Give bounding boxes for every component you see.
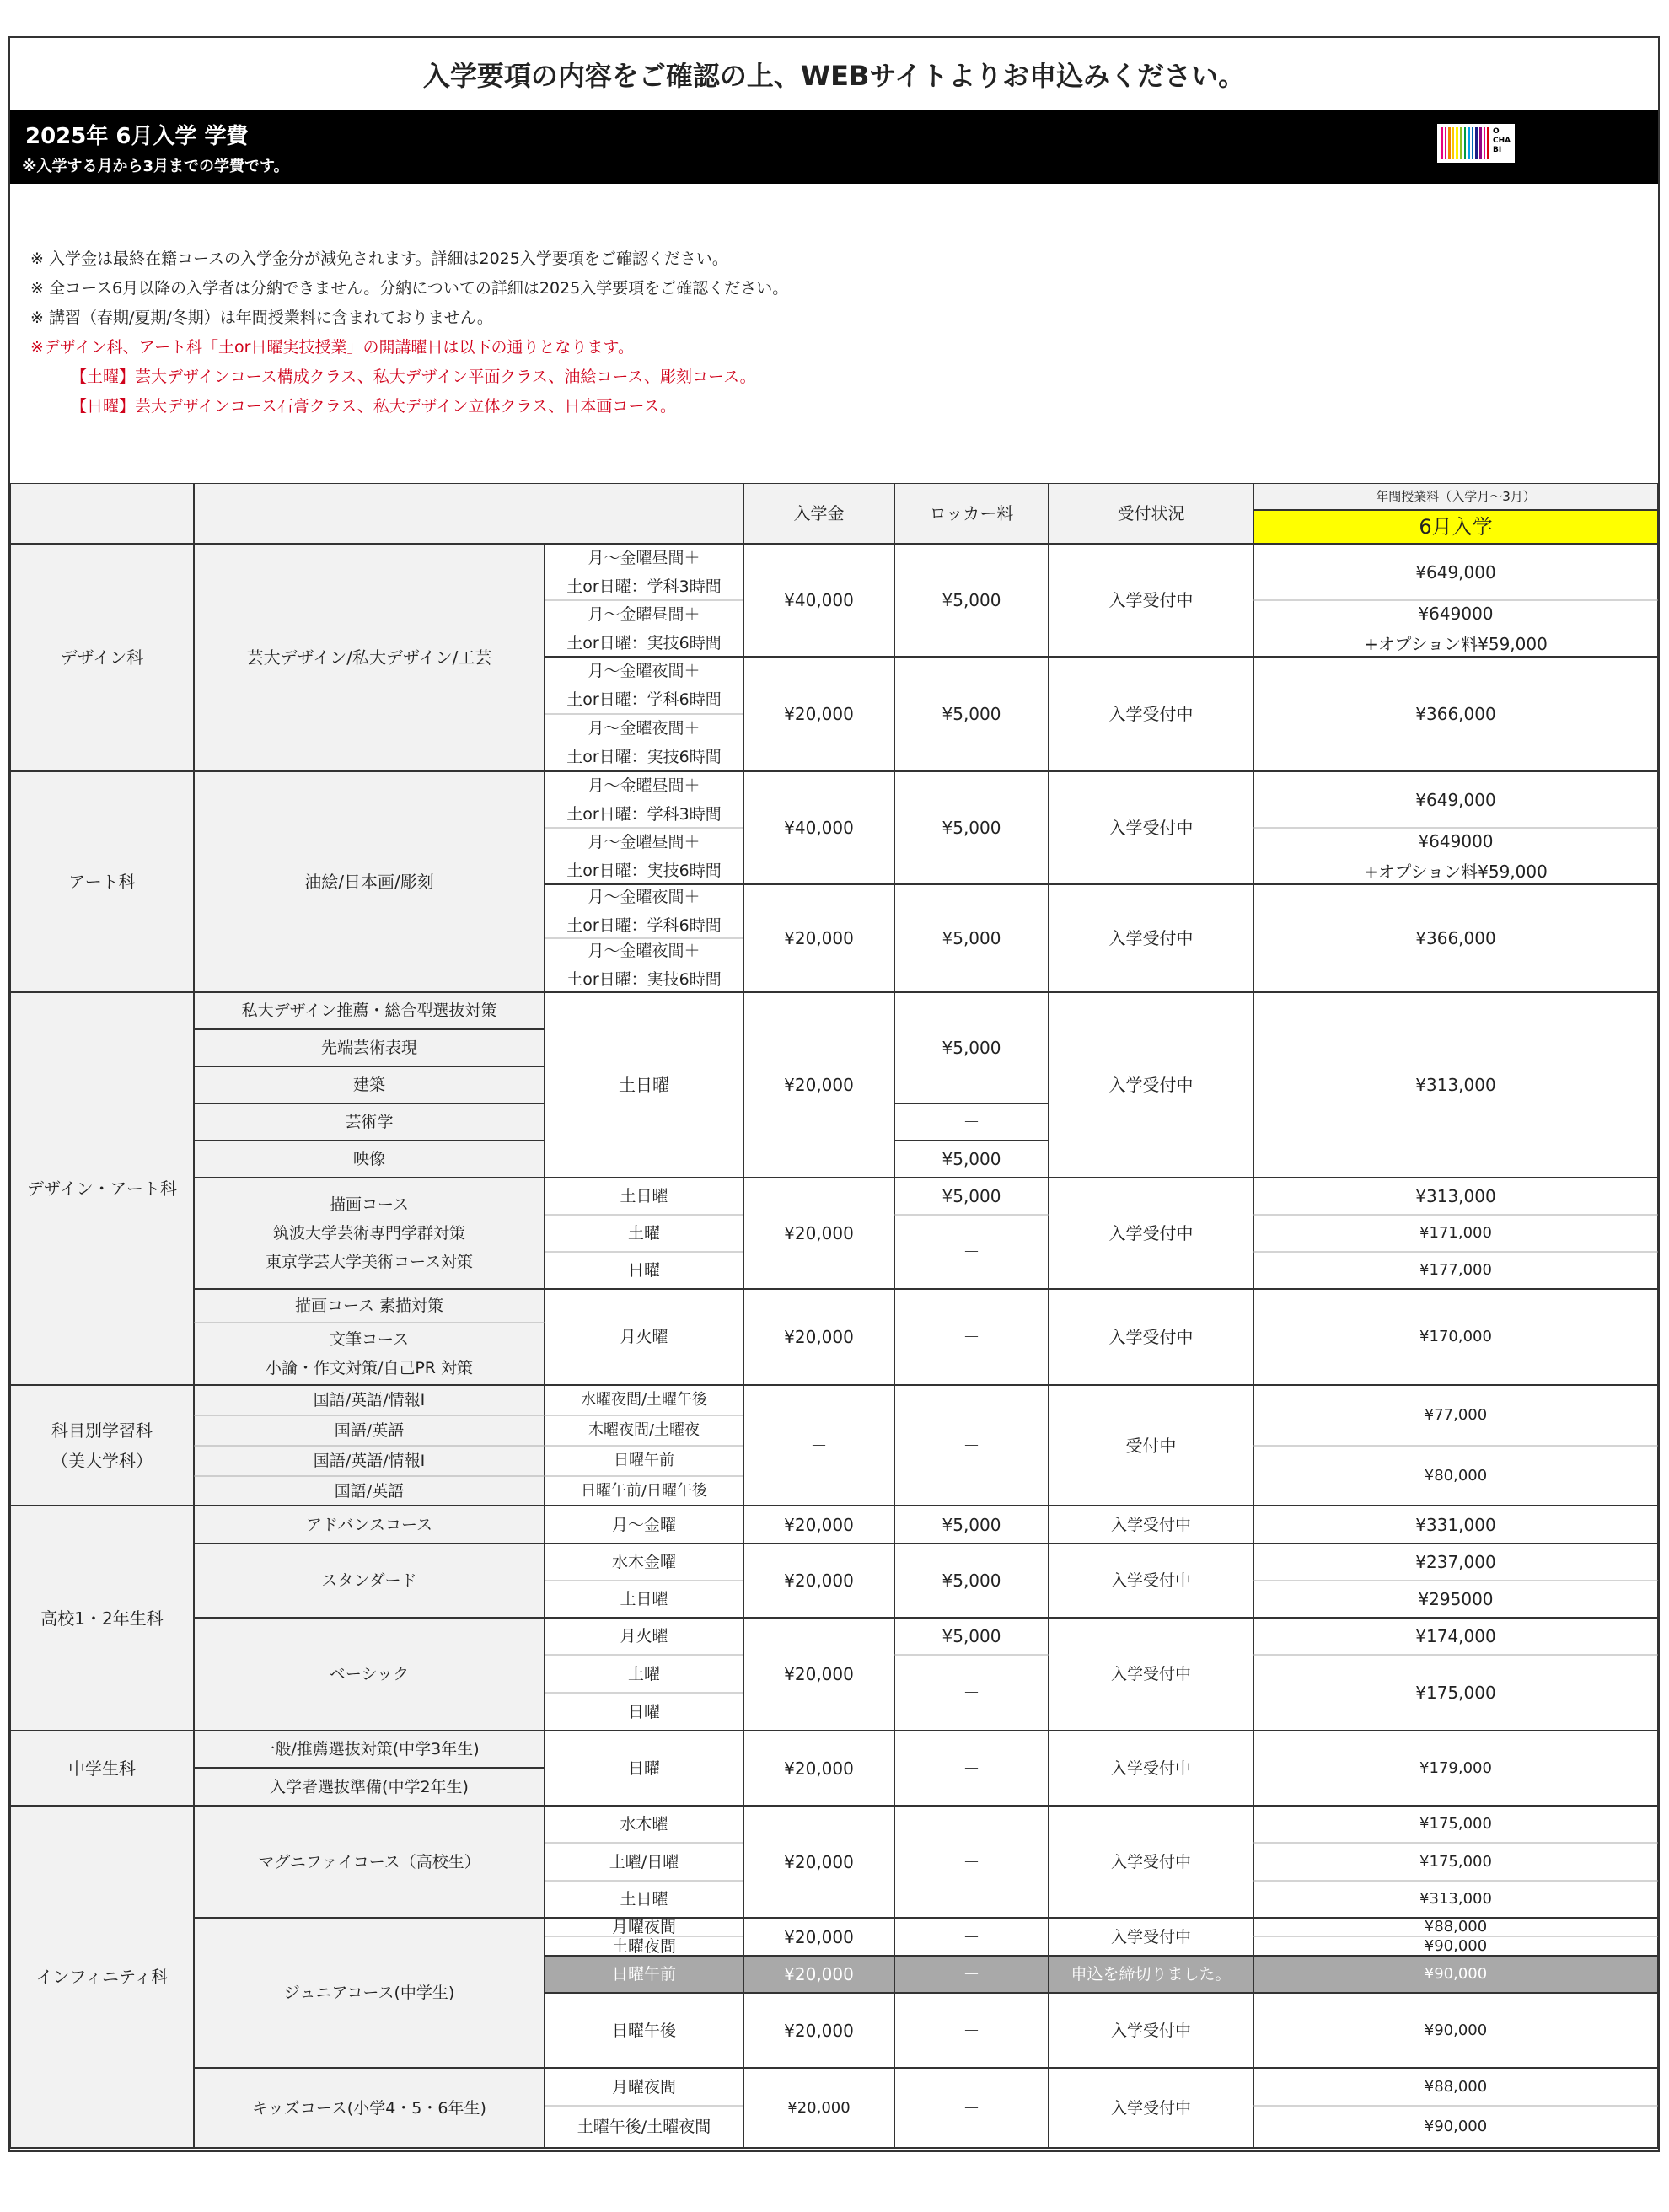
tuition-cell: ¥175,000 bbox=[1419, 1815, 1492, 1833]
tuition-cell: ¥88,000 bbox=[1424, 2077, 1488, 2096]
tuition-cell: ¥649,000 bbox=[1415, 561, 1496, 583]
status-cell: 入学受付中 bbox=[1110, 1515, 1191, 1534]
locker-fee-cell: ¥5,000 bbox=[942, 1626, 1001, 1646]
schedule-cell: 土曜午後/土曜夜間 bbox=[577, 2118, 711, 2136]
course-label: 国語/英語 bbox=[334, 1481, 405, 1501]
schedule-cell: 月火曜 bbox=[620, 1627, 668, 1646]
status-cell: 入学受付中 bbox=[1110, 1927, 1191, 1946]
course-label: 一般/推薦選抜対策(中学3年生) bbox=[259, 1740, 480, 1758]
schedule-cell: 土曜 bbox=[627, 1664, 660, 1683]
locker-fee-cell: ¥5,000 bbox=[942, 1514, 1001, 1535]
tuition-cell: ¥175,000 bbox=[1415, 1683, 1496, 1703]
tuition-cell: ¥313,000 bbox=[1415, 1186, 1496, 1206]
status-cell: 入学受付中 bbox=[1108, 818, 1194, 838]
dept-label: 高校1・2年生科 bbox=[40, 1608, 164, 1629]
status-cell: 入学受付中 bbox=[1108, 928, 1194, 948]
schedule-cell: 水木曜 bbox=[620, 1815, 668, 1833]
tuition-cell: ¥237,000 bbox=[1415, 1552, 1496, 1572]
note-item: ※ 講習（春期/夏期/冬期）は年間授業料に含まれておりません。 bbox=[30, 309, 493, 327]
locker-fee-cell: ¥5,000 bbox=[942, 1038, 1001, 1058]
header-entrance-fee: 入学金 bbox=[793, 503, 845, 523]
course-label: ジュニアコース(中学生) bbox=[283, 1984, 455, 2002]
schedule-cell: 土曜夜間 bbox=[611, 1936, 676, 1956]
cell-background bbox=[194, 483, 743, 544]
status-cell: 入学受付中 bbox=[1110, 1571, 1191, 1590]
schedule-cell: 月～金曜夜間＋ 土or日曜：学科6時間 bbox=[566, 662, 722, 709]
tuition-cell: ¥331,000 bbox=[1415, 1514, 1496, 1535]
status-cell: 入学受付中 bbox=[1108, 590, 1194, 610]
ochabi-logo bbox=[1437, 124, 1515, 163]
status-cell: 入学受付中 bbox=[1110, 2021, 1191, 2040]
entrance-fee-cell: ¥20,000 bbox=[784, 1075, 854, 1095]
locker-fee-cell: － bbox=[963, 1327, 980, 1347]
locker-fee-cell: ¥5,000 bbox=[942, 1570, 1001, 1591]
locker-fee-cell: － bbox=[963, 2020, 980, 2041]
status-cell-closed: 申込を締切りました。 bbox=[1071, 1965, 1232, 1984]
schedule-cell: 土日曜 bbox=[619, 1075, 669, 1095]
status-cell: 入学受付中 bbox=[1110, 1758, 1191, 1778]
entrance-fee-cell: ¥20,000 bbox=[784, 1327, 854, 1347]
tuition-cell: ¥366,000 bbox=[1415, 928, 1496, 948]
course-label: スタンダード bbox=[321, 1571, 417, 1590]
course-label: 芸術学 bbox=[345, 1113, 394, 1131]
schedule-cell: 月～金曜昼間＋ 土or日曜：学科3時間 bbox=[566, 548, 722, 596]
entrance-fee-cell: ¥20,000 bbox=[784, 1514, 854, 1535]
header-status: 受付状況 bbox=[1117, 503, 1185, 523]
tuition-cell: ¥649000 +オプション料¥59,000 bbox=[1364, 830, 1548, 882]
tuition-cell: ¥313,000 bbox=[1419, 1890, 1492, 1908]
schedule-cell: 月～金曜 bbox=[611, 1515, 676, 1534]
course-label: 文筆コース 小論・作文対策/自己PR 対策 bbox=[265, 1330, 474, 1377]
note-item-saturday: 【土曜】芸大デザインコース構成クラス、私大デザイン平面クラス、油絵コース、彫刻コース。 bbox=[71, 368, 756, 386]
header-locker-fee: ロッカー料 bbox=[929, 503, 1014, 523]
schedule-cell: 月～金曜昼間＋ 土or日曜：学科3時間 bbox=[566, 776, 722, 824]
locker-fee-cell: － bbox=[963, 1758, 980, 1779]
locker-fee-cell: － bbox=[963, 1964, 980, 1984]
schedule-cell: 土曜 bbox=[627, 1224, 660, 1243]
status-cell: 入学受付中 bbox=[1110, 2098, 1191, 2118]
entrance-fee-cell: ¥20,000 bbox=[784, 1851, 854, 1872]
note-item: ※ 入学金は最終在籍コースの入学金分が減免されます。詳細は2025入学要項をご確認ください。 bbox=[30, 250, 728, 268]
schedule-cell: 日曜午前 bbox=[611, 1965, 676, 1984]
schedule-cell: 日曜午後 bbox=[611, 2021, 676, 2040]
locker-fee-cell: ¥5,000 bbox=[942, 818, 1001, 838]
status-cell: 受付中 bbox=[1125, 1435, 1177, 1456]
notice-banner: 入学要項の内容をご確認の上、WEBサイトよりお申込みください。 bbox=[422, 60, 1246, 92]
schedule-cell: 土日曜 bbox=[620, 1187, 668, 1205]
schedule-cell: 月曜夜間 bbox=[611, 1918, 676, 1936]
schedule-cell: 土日曜 bbox=[620, 1890, 668, 1909]
tuition-cell: ¥80,000 bbox=[1424, 1466, 1488, 1485]
status-cell: 入学受付中 bbox=[1110, 1665, 1191, 1683]
status-cell: 入学受付中 bbox=[1108, 1223, 1194, 1243]
schedule-cell: 月火曜 bbox=[620, 1328, 668, 1346]
tuition-cell: ¥177,000 bbox=[1419, 1261, 1492, 1279]
status-cell: 入学受付中 bbox=[1108, 704, 1194, 724]
entrance-fee-cell: ¥40,000 bbox=[784, 590, 854, 610]
locker-fee-cell: － bbox=[963, 1112, 980, 1132]
locker-fee-cell: － bbox=[963, 2097, 980, 2118]
entrance-fee-cell: ¥20,000 bbox=[784, 1223, 854, 1243]
course-label: 私大デザイン推薦・総合型選抜対策 bbox=[241, 1001, 497, 1020]
schedule-cell: 月～金曜昼間＋ 土or日曜：実技6時間 bbox=[566, 604, 722, 652]
fee-table bbox=[10, 483, 1658, 2152]
locker-fee-cell: ¥5,000 bbox=[942, 928, 1001, 948]
tuition-cell: ¥649,000 bbox=[1415, 789, 1496, 810]
schedule-cell: 月～金曜夜間＋ 土or日曜：実技6時間 bbox=[566, 719, 722, 766]
entrance-fee-cell: － bbox=[810, 1435, 828, 1456]
entrance-fee-cell: ¥20,000 bbox=[784, 704, 854, 724]
note-item-sunday: 【日曜】芸大デザインコース石膏クラス、私大デザイン立体クラス、日本画コース。 bbox=[71, 397, 677, 416]
course-label: 描画コース 素描対策 bbox=[294, 1297, 444, 1315]
dept-label: アート科 bbox=[68, 872, 136, 892]
logo-bars-icon bbox=[1441, 127, 1489, 159]
cell-background bbox=[10, 483, 194, 544]
tuition-cell: ¥313,000 bbox=[1415, 1075, 1496, 1095]
course-label: 映像 bbox=[352, 1150, 385, 1168]
notes-list bbox=[30, 244, 788, 421]
schedule-cell: 月～金曜昼間＋ 土or日曜：実技6時間 bbox=[566, 832, 722, 880]
locker-fee-cell: ¥5,000 bbox=[942, 590, 1001, 610]
schedule-cell: 日曜 bbox=[627, 1702, 660, 1721]
page-subtitle: ※入学する月から3月までの学費です。 bbox=[22, 158, 289, 175]
entrance-fee-cell: ¥20,000 bbox=[784, 1758, 854, 1779]
course-label: 国語/英語/情報Ⅰ bbox=[313, 1452, 426, 1470]
course-label: ベーシック bbox=[329, 1665, 410, 1683]
locker-fee-cell: － bbox=[963, 1683, 980, 1703]
note-item: ※ 全コース6月以降の入学者は分納できません。分納についての詳細は2025入学要項をご確認ください。 bbox=[30, 279, 789, 298]
course-label: 描画コース 筑波大学芸術専門学群対策 東京学芸大学美術コース対策 bbox=[265, 1195, 474, 1271]
entrance-fee-cell: ¥20,000 bbox=[784, 1926, 854, 1947]
status-cell: 入学受付中 bbox=[1108, 1075, 1194, 1095]
locker-fee-cell: － bbox=[963, 1435, 980, 1456]
tuition-cell: ¥77,000 bbox=[1424, 1406, 1488, 1424]
note-item-red: ※デザイン科、アート科「土or日曜実技授業」の開講曜日は以下の通りとなります。 bbox=[30, 338, 634, 357]
tuition-cell: ¥179,000 bbox=[1419, 1758, 1492, 1777]
course-label: 入学者選抜準備(中学2年生) bbox=[270, 1777, 469, 1796]
course-label: 油絵/日本画/彫刻 bbox=[304, 872, 434, 892]
logo-wordmark: O CHA BI bbox=[1493, 127, 1511, 154]
entrance-fee-cell: ¥40,000 bbox=[784, 818, 854, 838]
course-label: 国語/英語 bbox=[334, 1421, 405, 1440]
course-label: キッズコース(小学4・5・6年生) bbox=[252, 2098, 486, 2118]
tuition-cell: ¥170,000 bbox=[1419, 1328, 1492, 1345]
schedule-cell: 水曜夜間/土曜午後 bbox=[580, 1391, 708, 1409]
schedule-cell: 日曜 bbox=[627, 1758, 660, 1778]
fee-sheet bbox=[8, 36, 1660, 2152]
locker-fee-cell: － bbox=[963, 1851, 980, 1872]
tuition-cell: ¥171,000 bbox=[1419, 1224, 1492, 1242]
schedule-cell: 日曜 bbox=[627, 1261, 660, 1280]
status-cell: 入学受付中 bbox=[1110, 1852, 1191, 1871]
entrance-fee-cell: ¥20,000 bbox=[784, 1664, 854, 1684]
schedule-cell: 日曜午前/日曜午後 bbox=[580, 1481, 708, 1500]
dept-label: インフィニティ科 bbox=[35, 1967, 169, 1987]
locker-fee-cell: ¥5,000 bbox=[942, 1186, 1001, 1206]
entrance-fee-cell: ¥20,000 bbox=[784, 928, 854, 948]
dept-label: 科目別学習科 （美大学科） bbox=[51, 1420, 153, 1471]
course-label: 先端芸術表現 bbox=[320, 1039, 417, 1057]
header-band bbox=[10, 110, 1658, 184]
tuition-cell: ¥649000 +オプション料¥59,000 bbox=[1364, 603, 1548, 654]
page-title: 2025年 6月入学 学費 bbox=[25, 124, 249, 149]
entrance-fee-cell: ¥20,000 bbox=[784, 1570, 854, 1591]
tuition-cell: ¥90,000 bbox=[1424, 1936, 1488, 1955]
dept-label: 中学生科 bbox=[68, 1758, 136, 1779]
locker-fee-cell: ¥5,000 bbox=[942, 704, 1001, 724]
schedule-cell: 水木金曜 bbox=[611, 1553, 676, 1571]
header-tuition: 年間授業料（入学月～3月） bbox=[1376, 489, 1536, 504]
tuition-cell: ¥295000 bbox=[1418, 1589, 1494, 1609]
schedule-cell: 月～金曜夜間＋ 土or日曜：実技6時間 bbox=[566, 942, 722, 989]
locker-fee-cell: － bbox=[963, 1926, 980, 1947]
schedule-cell: 日曜午前 bbox=[614, 1452, 674, 1469]
tuition-cell: ¥175,000 bbox=[1419, 1852, 1492, 1871]
dept-label: デザイン科 bbox=[60, 647, 144, 668]
tuition-cell: ¥88,000 bbox=[1424, 1918, 1488, 1936]
tuition-cell: ¥90,000 bbox=[1424, 2021, 1488, 2039]
schedule-cell: 月曜夜間 bbox=[611, 2077, 676, 2097]
tuition-cell: ¥90,000 bbox=[1424, 2118, 1488, 2135]
course-label: マグニファイコース（高校生） bbox=[258, 1852, 480, 1871]
entrance-fee-cell: ¥20,000 bbox=[787, 2098, 851, 2117]
schedule-cell: 月～金曜夜間＋ 土or日曜：学科6時間 bbox=[566, 888, 722, 935]
locker-fee-cell: ¥5,000 bbox=[942, 1149, 1001, 1169]
locker-fee-cell: － bbox=[963, 1242, 980, 1262]
entrance-fee-cell: ¥20,000 bbox=[784, 1964, 854, 1984]
schedule-cell: 土曜/日曜 bbox=[609, 1852, 679, 1871]
entrance-fee-cell: ¥20,000 bbox=[784, 2020, 854, 2041]
schedule-cell: 木曜夜間/土曜夜 bbox=[588, 1421, 700, 1439]
dept-label: デザイン・アート科 bbox=[27, 1178, 177, 1199]
status-cell: 入学受付中 bbox=[1108, 1327, 1194, 1347]
tuition-cell: ¥90,000 bbox=[1424, 1965, 1488, 1983]
course-label: 芸大デザイン/私大デザイン/工芸 bbox=[246, 647, 492, 668]
course-label: 建築 bbox=[352, 1076, 385, 1094]
tuition-cell: ¥366,000 bbox=[1415, 704, 1496, 724]
header-june: 6月入学 bbox=[1419, 515, 1493, 539]
course-label: アドバンスコース bbox=[305, 1515, 433, 1534]
tuition-cell: ¥174,000 bbox=[1415, 1626, 1496, 1646]
course-label: 国語/英語/情報Ⅰ bbox=[313, 1391, 426, 1409]
schedule-cell: 土日曜 bbox=[620, 1590, 668, 1608]
